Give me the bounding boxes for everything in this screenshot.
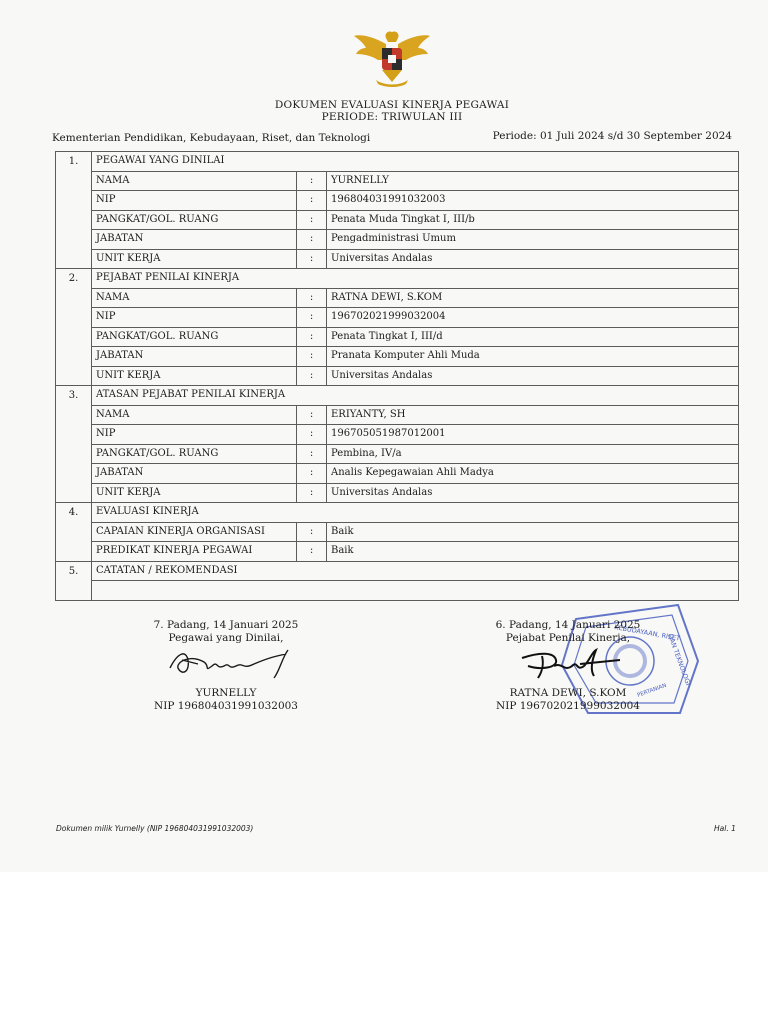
section-number: 4. [56, 503, 92, 562]
field-value: Penata Muda Tingkat I, III/b [327, 210, 739, 230]
field-colon: : [297, 347, 327, 367]
field-colon: : [297, 366, 327, 386]
field-colon: : [297, 308, 327, 328]
table-row [56, 171, 739, 191]
field-label: NAMA [92, 288, 297, 308]
field-value: Universitas Andalas [327, 483, 739, 503]
field-label: NIP [92, 308, 297, 328]
field-label: UNIT KERJA [92, 483, 297, 503]
section-title: EVALUASI KINERJA [92, 503, 739, 523]
section-number: 5. [56, 561, 92, 600]
field-value: Universitas Andalas [327, 366, 739, 386]
table-row [56, 347, 739, 367]
field-colon: : [297, 522, 327, 542]
field-colon: : [297, 249, 327, 269]
table-row [56, 210, 739, 230]
field-value: ERIYANTY, SH [327, 405, 739, 425]
field-value: 196804031991032003 [327, 191, 739, 211]
field-label: JABATAN [92, 230, 297, 250]
field-label: PANGKAT/GOL. RUANG [92, 444, 297, 464]
field-colon: : [297, 210, 327, 230]
field-colon: : [297, 230, 327, 250]
ministry-name: Kementerian Pendidikan, Kebudayaan, Riset, dan Teknologi [52, 132, 371, 144]
table-row [56, 522, 739, 542]
field-value: Universitas Andalas [327, 249, 739, 269]
field-value: Baik [327, 542, 739, 562]
field-value: Baik [327, 522, 739, 542]
section-header-row [56, 152, 739, 172]
field-colon: : [297, 171, 327, 191]
svg-text:DAN TEKNOLOGI: DAN TEKNOLOGI [666, 632, 693, 687]
table-row [56, 366, 739, 386]
field-label: NAMA [92, 171, 297, 191]
table-row [56, 581, 739, 601]
field-label: JABATAN [92, 347, 297, 367]
section-title: CATATAN / REKOMENDASI [92, 561, 739, 581]
table-row [56, 327, 739, 347]
field-value: YURNELLY [327, 171, 739, 191]
signature-name: YURNELLY [195, 687, 257, 699]
field-label: NIP [92, 191, 297, 211]
signature-role: Pejabat Penilai Kinerja, [505, 632, 631, 644]
field-colon: : [297, 425, 327, 445]
field-colon: : [297, 444, 327, 464]
field-colon: : [297, 191, 327, 211]
signature-name: RATNA DEWI, S.KOM [509, 687, 627, 699]
field-colon: : [297, 542, 327, 562]
field-label: NIP [92, 425, 297, 445]
section-title: PEGAWAI YANG DINILAI [92, 152, 739, 172]
evaluation-table [55, 151, 739, 601]
field-label: CAPAIAN KINERJA ORGANISASI [92, 522, 297, 542]
field-value: Analis Kepegawaian Ahli Madya [327, 464, 739, 484]
table-row [56, 249, 739, 269]
signature-nip: NIP 196702021999032004 [496, 700, 640, 712]
field-value: Penata Tingkat I, III/d [327, 327, 739, 347]
field-colon: : [297, 483, 327, 503]
field-value: 196705051987012001 [327, 425, 739, 445]
field-value: RATNA DEWI, S.KOM [327, 288, 739, 308]
section-title: PEJABAT PENILAI KINERJA [92, 269, 739, 289]
field-label: PREDIKAT KINERJA PEGAWAI [92, 542, 297, 562]
svg-text:KEBUDAYAAN, RISET: KEBUDAYAAN, RISET [613, 623, 681, 643]
evaluation-period: Periode: 01 Juli 2024 s/d 30 September 2024 [492, 130, 732, 142]
signature-place-date: 6. Padang, 14 Januari 2025 [495, 619, 641, 631]
section-number: 1. [56, 152, 92, 269]
field-label: JABATAN [92, 464, 297, 484]
document-title: DOKUMEN EVALUASI KINERJA PEGAWAI [274, 99, 510, 111]
table-row [56, 464, 739, 484]
field-colon: : [297, 464, 327, 484]
field-value: Pengadministrasi Umum [327, 230, 739, 250]
table-row [56, 405, 739, 425]
section-number: 3. [56, 386, 92, 503]
table-row [56, 191, 739, 211]
table-row [56, 444, 739, 464]
signature-block-pegawai [145, 619, 307, 713]
table-row [56, 308, 739, 328]
table-row [56, 425, 739, 445]
field-colon: : [297, 405, 327, 425]
section-header-row [56, 503, 739, 523]
document-period-title: PERIODE: TRIWULAN III [321, 111, 463, 123]
section-title: ATASAN PEJABAT PENILAI KINERJA [92, 386, 739, 406]
section-header-row [56, 561, 739, 581]
field-colon: : [297, 327, 327, 347]
garuda-emblem-icon [352, 26, 432, 92]
page-number: Hal. 1 [714, 824, 736, 833]
field-label: PANGKAT/GOL. RUANG [92, 327, 297, 347]
table-row [56, 483, 739, 503]
signature-place-date: 7. Padang, 14 Januari 2025 [153, 619, 299, 631]
signature-role: Pegawai yang Dinilai, [168, 632, 284, 644]
field-label: PANGKAT/GOL. RUANG [92, 210, 297, 230]
field-value: Pranata Komputer Ahli Muda [327, 347, 739, 367]
section-header-row [56, 386, 739, 406]
signature-nip: NIP 196804031991032003 [154, 700, 298, 712]
field-label: NAMA [92, 405, 297, 425]
field-label: UNIT KERJA [92, 366, 297, 386]
field-value: 196702021999032004 [327, 308, 739, 328]
table-row [56, 288, 739, 308]
table-row [56, 542, 739, 562]
field-label: UNIT KERJA [92, 249, 297, 269]
recommendation-note [92, 581, 739, 601]
signature-block-pejabat [478, 619, 658, 713]
section-header-row [56, 269, 739, 289]
table-row [56, 230, 739, 250]
section-number: 2. [56, 269, 92, 386]
svg-text:PERTANIAN: PERTANIAN [636, 682, 668, 699]
field-colon: : [297, 288, 327, 308]
field-value: Pembina, IV/a [327, 444, 739, 464]
document-owner-footer: Dokumen milik Yurnelly (NIP 196804031991032003) [56, 824, 254, 833]
